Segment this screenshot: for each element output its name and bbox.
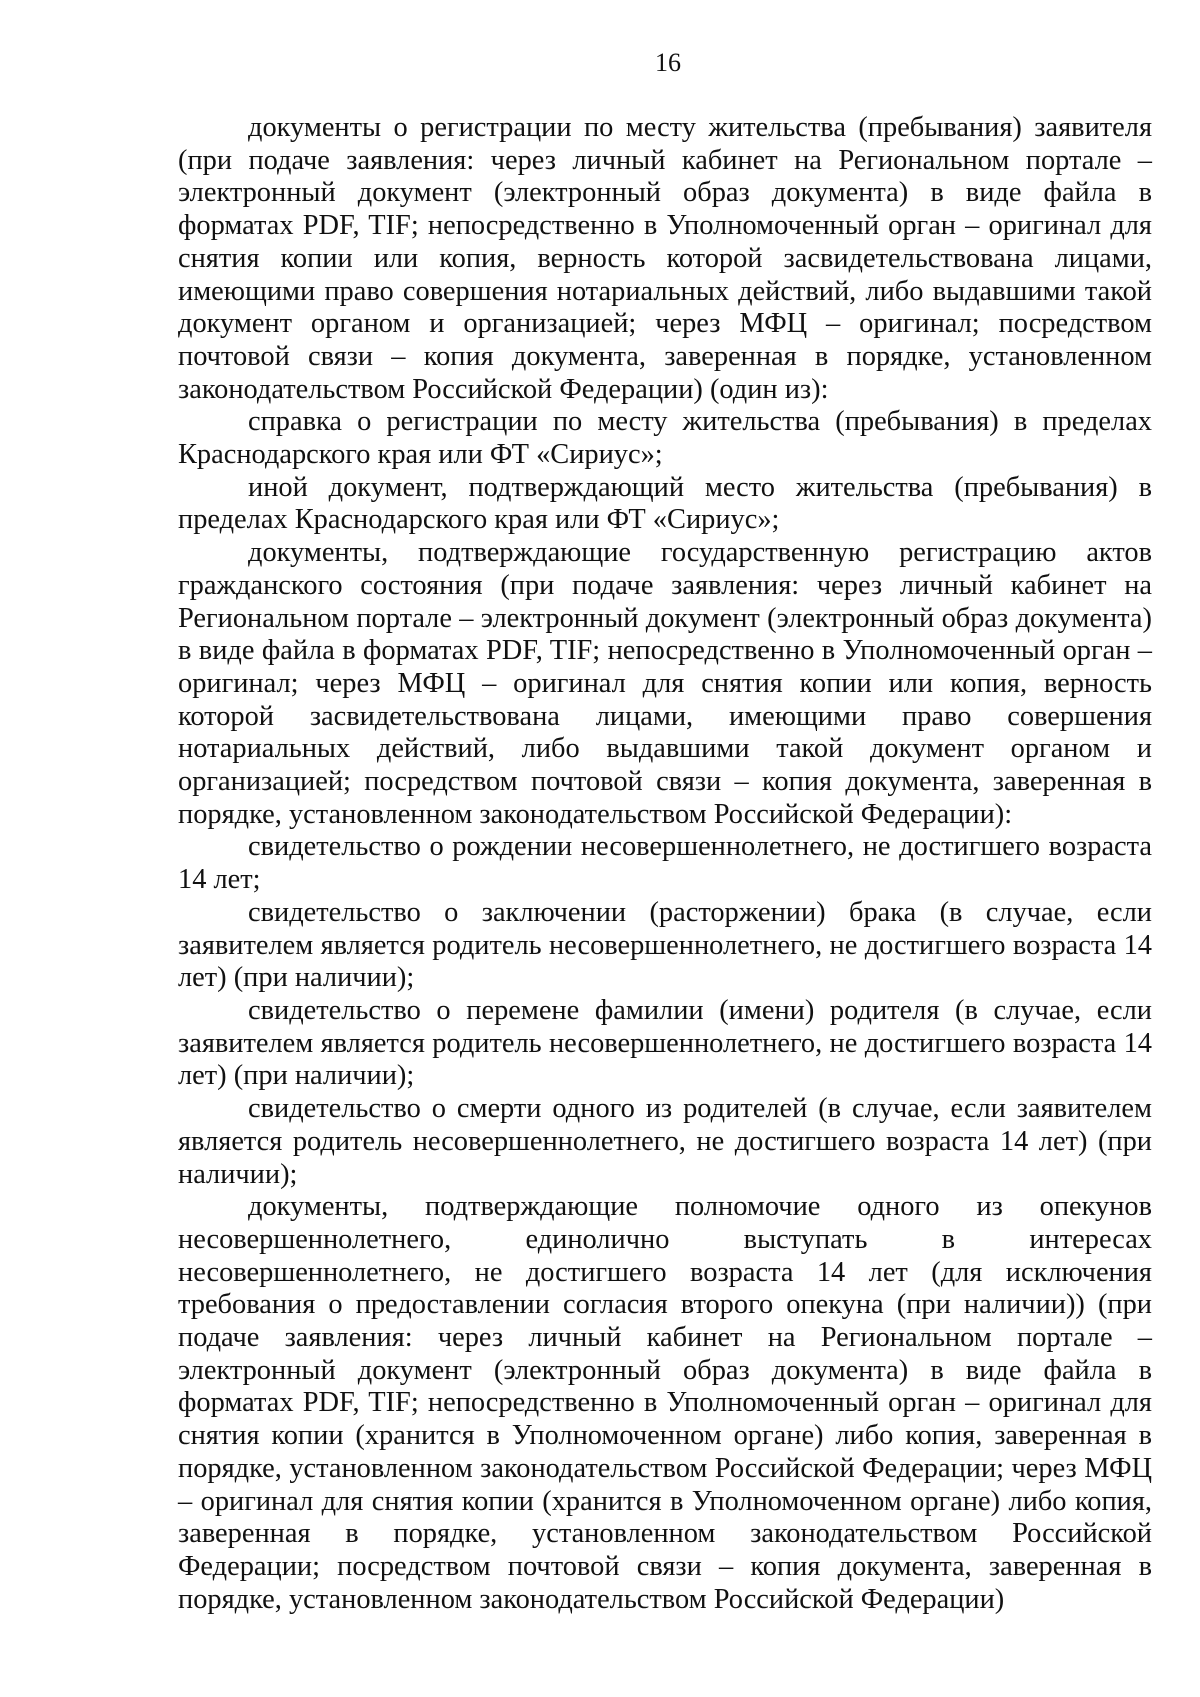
paragraph-guardian-authority-documents: документы, подтверждающие полномочие одного из опекунов несовершеннолетнего, единолично выступать в интересах несовершеннолетнего, не достигшего возраста 14 лет (для исключения требования о предоставлении согласия второго опекуна (при наличии)) (при подаче заявления: через личный кабинет на Региональном портале – электронный документ (электронный образ документа) в виде файла в форматах PDF, TIF; непосредственно в Уполномоченный орган – оригинал для снятия копии (хранится в Уполномоченном органе) либо копия, заверенная в порядке, установленном законодательством Российской Федерации; через МФЦ – оригинал для снятия копии (хранится в Уполномоченном органе) либо копия, заверенная в порядке, установленном законодательством Российской Федерации; посредством почтовой связи – копия документа, заверенная в порядке, установленном законодательством Российской Федерации): [178, 1191, 1152, 1615]
page-number: 16: [655, 48, 681, 77]
paragraph-other-residence-document: иной документ, подтверждающий место жительства (пребывания) в пределах Краснодарского края или ФТ «Сириус»;: [178, 471, 1152, 536]
paragraph-civil-status-documents: документы, подтверждающие государственную регистрацию актов гражданского состояния (при подаче заявления: через личный кабинет на Региональном портале – электронный документ (электронный образ документа) в виде файла в форматах PDF, TIF; непосредственно в Уполномоченный орган – оригинал; через МФЦ – оригинал для снятия копии или копия, верность которой засвидетельствована лицами, имеющими право совершения нотариальных действий, либо выдавшими такой документ органом и организацией; посредством почтовой связи – копия документа, заверенная в порядке, установленном законодательством Российской Федерации):: [178, 537, 1152, 830]
paragraph-birth-certificate: свидетельство о рождении несовершеннолетнего, не достигшего возраста 14 лет;: [178, 831, 1152, 896]
paragraph-marriage-certificate: свидетельство о заключении (расторжении) брака (в случае, если заявителем является родитель несовершеннолетнего, не достигшего возраста 14 лет) (при наличии);: [178, 896, 1152, 994]
paragraph-name-change-certificate: свидетельство о перемене фамилии (имени) родителя (в случае, если заявителем является родитель несовершеннолетнего, не достигшего возраста 14 лет) (при наличии);: [178, 994, 1152, 1092]
paragraph-death-certificate: свидетельство о смерти одного из родителей (в случае, если заявителем является родитель несовершеннолетнего, не достигшего возраста 14 лет) (при наличии);: [178, 1093, 1152, 1190]
document-body: [178, 112, 1152, 1616]
paragraph-residence-certificate: справка о регистрации по месту жительства (пребывания) в пределах Краснодарского края или ФТ «Сириус»;: [178, 406, 1152, 471]
paragraph-residence-registration-documents: документы о регистрации по месту жительства (пребывания) заявителя (при подаче заявления: через личный кабинет на Региональном портале – электронный документ (электронный образ документа) в виде файла в форматах PDF, TIF; непосредственно в Уполномоченный орган – оригинал для снятия копии или копия, верность которой засвидетельствована лицами, имеющими право совершения нотариальных действий, либо выдавшими такой документ органом и организацией; через МФЦ – оригинал; посредством почтовой связи – копия документа, заверенная в порядке, установленном законодательством Российской Федерации) (один из):: [178, 112, 1152, 405]
